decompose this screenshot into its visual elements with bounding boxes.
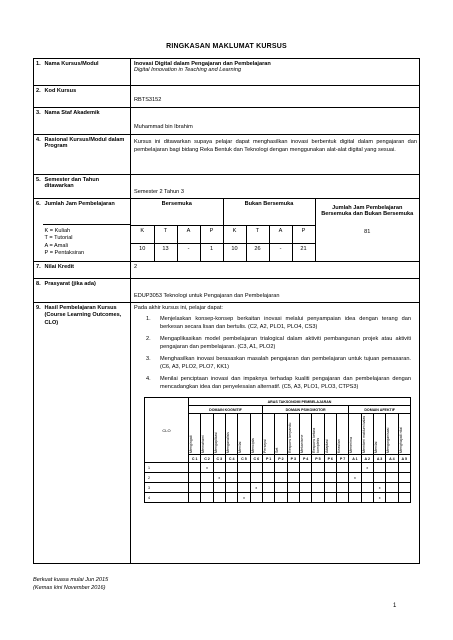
clo-item: [146, 356, 411, 371]
hours-value: 26: [246, 243, 269, 261]
taxonomy-mark: [336, 493, 348, 503]
taxonomy-mark: x: [361, 463, 373, 473]
row-label: Rasional Kursus/Modul dalam Program: [43, 135, 131, 175]
hours-value: 1: [200, 243, 223, 261]
taxonomy-level-name: Respons ketara kompleks: [312, 428, 321, 454]
page-title: RINGKASAN MAKLUMAT KURSUS: [166, 43, 287, 50]
taxonomy-level-code: C 4: [225, 455, 237, 463]
taxonomy-level-name: Memberi maklum balas: [361, 416, 366, 454]
clo-intro: Pada akhir kursus ini, pelajar dapat:: [134, 305, 223, 311]
hours-total-value: 81: [364, 229, 371, 235]
taxonomy-row: [145, 473, 411, 483]
row-semester: [34, 175, 420, 199]
row-label: Hasil Pembelajaran Kursus (Course Learning Outcomes, CLO): [43, 303, 131, 564]
taxonomy-level-code: A 1: [349, 455, 361, 463]
taxonomy-level-name: Set: [275, 447, 280, 454]
taxonomy-level-name: Menganalisis: [225, 432, 230, 454]
hours-value: 10: [223, 243, 246, 261]
taxonomy-mark: [213, 463, 225, 473]
taxonomy-mark: [312, 483, 324, 493]
taxonomy-clo-header: CLO: [145, 398, 189, 463]
clo-text: Menilai penciptaan inovasi dan impaknya terhadap kualiti pengajaran dan pembelajaran dengan mencadangkan idea dan penyelesaian alternatif. (C5, A3, PLO1, PLO3, CTPS3): [160, 376, 411, 390]
footer-effective: Berkuat kuasa mulai Jun 2015: [33, 577, 109, 583]
hours-type: T: [246, 225, 269, 243]
row-number: 4.: [34, 135, 43, 175]
taxonomy-clo-number: 4: [145, 493, 189, 503]
taxonomy-mark: [225, 493, 237, 503]
taxonomy-mark: [361, 473, 373, 483]
taxonomy-mark: [324, 463, 336, 473]
taxonomy-mark: x: [373, 483, 385, 493]
clo-item: [146, 376, 411, 391]
taxonomy-mark: [349, 463, 361, 473]
taxonomy-mark: [373, 473, 385, 483]
row-label: Nama Staf Akademik: [43, 108, 131, 135]
taxonomy-mark: [262, 463, 274, 473]
row-label: Nilai Kredit: [43, 262, 131, 279]
legend-key: P: [44, 249, 49, 256]
taxonomy-mark: x: [213, 473, 225, 483]
clo-number: 1.: [146, 316, 151, 322]
clo-list: [134, 316, 417, 391]
taxonomy-level-code: P 6: [324, 455, 336, 463]
taxonomy-level-code: C 1: [189, 455, 201, 463]
hours-type: A: [269, 225, 292, 243]
row-number: 2.: [34, 86, 43, 108]
taxonomy-mark: [275, 473, 287, 483]
taxonomy-mark: [250, 463, 262, 473]
taxonomy-level-code: A 4: [386, 455, 398, 463]
hours-value: 13: [154, 243, 177, 261]
clo-number: 3.: [146, 356, 151, 363]
taxonomy-level-name: Mengaplikasi: [213, 432, 218, 454]
taxonomy-mark: [189, 473, 201, 483]
taxonomy-mark: [201, 473, 213, 483]
taxonomy-mark: [312, 463, 324, 473]
taxonomy-mark: [189, 463, 201, 473]
taxonomy-row: [145, 483, 411, 493]
taxonomy-mark: [361, 483, 373, 493]
taxonomy-mark: [361, 493, 373, 503]
domain-psikomotor: DOMAIN PSIKOMOTOR: [262, 406, 348, 414]
clo-number: 2.: [146, 336, 151, 343]
taxonomy-level-name: Menilai: [373, 441, 378, 454]
taxonomy-mark: [324, 473, 336, 483]
taxonomy-level-code: P 3: [287, 455, 299, 463]
taxonomy-level-code: A 2: [361, 455, 373, 463]
legend-key: K: [44, 228, 49, 234]
taxonomy-level-name: Keaslian: [336, 439, 341, 454]
legend-value: = Tutorial: [49, 235, 73, 242]
semester-value: Semester 2 Tahun 3: [131, 175, 420, 199]
taxonomy-mark: [287, 463, 299, 473]
taxonomy-mark: [386, 483, 398, 493]
domain-afektif: DOMAIN AFEKTIF: [349, 406, 411, 414]
hours-type: K: [131, 225, 154, 243]
hours-value: -: [177, 243, 200, 261]
taxonomy-level-code: C 2: [201, 455, 213, 463]
row-label: Prasyarat (jika ada): [43, 279, 131, 303]
taxonomy-level-name: Mengingati: [189, 435, 193, 454]
taxonomy-mark: [349, 493, 361, 503]
taxonomy-heading: ARAS TAKSONOMI PEMBELAJARAN: [189, 398, 411, 406]
taxonomy-mark: [287, 493, 299, 503]
taxonomy-mark: [189, 493, 201, 503]
taxonomy-mark: [336, 483, 348, 493]
legend-value: = Pentaksiran: [49, 249, 85, 256]
clo-text: Menghasilkan inovasi berasaskan masalah pengajaran dan pembelajaran untuk tujuan pemasaran. (C6, A3, PLO2, PLO7, KK1): [160, 356, 411, 370]
taxonomy-mark: [225, 463, 237, 473]
hours-value: 21: [292, 243, 315, 261]
taxonomy-clo-number: 3: [145, 483, 189, 493]
taxonomy-level-code: A 5: [398, 455, 410, 463]
taxonomy-mark: [336, 473, 348, 483]
taxonomy-mark: [238, 483, 250, 493]
clo-text: Mengaplikasikan model pembelajaran trialogical dalam aktiviti pembangunan projek atau aktiviti pengajaran dan pembelajaran. (C3, A1, PLO2): [160, 336, 411, 350]
row-prerequisite: [34, 279, 420, 303]
taxonomy-clo-number: 2: [145, 473, 189, 483]
prerequisite-value: EDUP3053 Teknologi untuk Pengajaran dan Pembelajaran: [131, 279, 420, 303]
taxonomy-level-code: P 4: [299, 455, 311, 463]
taxonomy-mark: [238, 473, 250, 483]
taxonomy-mark: [213, 493, 225, 503]
taxonomy-mark: [225, 473, 237, 483]
taxonomy-level-name: Mekanisme: [299, 435, 304, 454]
course-name-value: Inovasi Digital dalam Pengajaran dan Pembelajaran: [134, 61, 271, 67]
row-credit: [34, 262, 420, 279]
taxonomy-mark: [275, 493, 287, 503]
row-number: 1.: [34, 59, 43, 86]
academic-staff-value: Muhammad bin Ibrahim: [131, 108, 420, 135]
row-learning-hours: [34, 199, 420, 262]
row-rationale: [34, 135, 420, 175]
hours-legend: [43, 225, 131, 260]
taxonomy-level-name: Respons berpandu: [287, 423, 292, 454]
row-label: Kod Kursus: [43, 86, 131, 108]
course-code-value: RBTS3152: [131, 86, 420, 108]
taxonomy-mark: [287, 483, 299, 493]
row-number: 8.: [34, 279, 43, 303]
hours-type: P: [200, 225, 223, 243]
taxonomy-mark: [336, 463, 348, 473]
row-course-name: [34, 59, 420, 86]
hours-type: A: [177, 225, 200, 243]
hours-type: K: [223, 225, 246, 243]
taxonomy-mark: [238, 463, 250, 473]
taxonomy-mark: [299, 483, 311, 493]
taxonomy-mark: [201, 483, 213, 493]
row-label: Jumlah Jam Pembelajaran: [43, 199, 131, 225]
row-number: 3.: [34, 108, 43, 135]
taxonomy-mark: [299, 463, 311, 473]
page-number: 1: [393, 603, 397, 609]
taxonomy-level-code: P 1: [262, 455, 274, 463]
clo-item: [146, 336, 411, 351]
taxonomy-mark: x: [238, 493, 250, 503]
row-number: 7.: [34, 262, 43, 279]
hours-value: -: [269, 243, 292, 261]
credit-value: 2: [131, 262, 420, 279]
row-label: Semester dan Tahun ditawarkan: [43, 175, 131, 199]
taxonomy-level-name: Menerima: [349, 437, 354, 454]
taxonomy-mark: [225, 483, 237, 493]
clo-number: 4.: [146, 376, 151, 383]
taxonomy-mark: [349, 483, 361, 493]
taxonomy-clo-number: 1: [145, 463, 189, 473]
taxonomy-mark: [386, 463, 398, 473]
taxonomy-level-code: C 3: [213, 455, 225, 463]
taxonomy-level-code: P 7: [336, 455, 348, 463]
taxonomy-level-name: Menghayati nilai: [398, 427, 403, 454]
footer-note: [33, 577, 108, 592]
row-label: Nama Kursus/Modul: [43, 59, 131, 86]
taxonomy-mark: [373, 463, 385, 473]
hours-value: 10: [131, 243, 154, 261]
taxonomy-mark: [250, 473, 262, 483]
taxonomy-row: [145, 463, 411, 473]
course-summary-table: [33, 58, 420, 564]
course-name-english: Digital Innovation in Teaching and Learning: [134, 67, 242, 73]
hours-table: [131, 199, 419, 261]
hours-head-total: Jumlah Jam Pembelajaran Bersemuka dan Bukan Bersemuka: [321, 205, 414, 217]
legend-value: = Kuliah: [49, 228, 71, 234]
taxonomy-mark: [312, 473, 324, 483]
clo-text: Menjelaskan konsep-konsep berkaitan inovasi melalui penyampaian idea dengan terang dan berkesan secara lisan dan bertulis. (C2, A2, PLO1, PLO4, CS3): [160, 316, 411, 330]
taxonomy-mark: [386, 473, 398, 483]
taxonomy-mark: x: [373, 493, 385, 503]
taxonomy-mark: x: [349, 473, 361, 483]
taxonomy-mark: [250, 493, 262, 503]
taxonomy-mark: [398, 473, 410, 483]
hours-type: T: [154, 225, 177, 243]
footer-updated: (Kemas kini November 2016): [33, 584, 106, 591]
taxonomy-level-name: Mencipta: [250, 438, 255, 454]
taxonomy-level-code: A 3: [373, 455, 385, 463]
taxonomy-level-name: Persepsi: [262, 439, 267, 454]
taxonomy-mark: [201, 493, 213, 503]
legend-value: = Amali: [49, 242, 68, 249]
row-number: 6.: [34, 199, 43, 262]
taxonomy-level-name: Mengorganisasi: [386, 428, 391, 454]
row-number: 9.: [34, 303, 43, 564]
taxonomy-mark: [262, 493, 274, 503]
taxonomy-mark: x: [250, 483, 262, 493]
rationale-value: Kursus ini ditawarkan supaya pelajar dapat menghasilkan inovasi berbentuk digital dalam pengajaran dan pembelajaran bagi bidang Reka Bentuk dan Teknologi dengan menggunakan alat-alat digital yang sesuai.: [131, 135, 420, 175]
taxonomy-mark: [213, 483, 225, 493]
taxonomy-level-name: Adaptasi: [324, 439, 329, 454]
taxonomy-mark: x: [201, 463, 213, 473]
hours-head-bukan: Bukan Bersemuka: [223, 199, 315, 225]
row-course-code: [34, 86, 420, 108]
taxonomy-row: [145, 493, 411, 503]
taxonomy-body: [145, 463, 411, 503]
taxonomy-mark: [262, 483, 274, 493]
row-number: 5.: [34, 175, 43, 199]
taxonomy-level-code: C 6: [250, 455, 262, 463]
taxonomy-level-code: P 2: [275, 455, 287, 463]
taxonomy-mark: [287, 473, 299, 483]
taxonomy-level-code: C 5: [238, 455, 250, 463]
taxonomy-mark: [262, 473, 274, 483]
taxonomy-table: [144, 397, 411, 503]
row-academic-staff: [34, 108, 420, 135]
taxonomy-mark: [398, 483, 410, 493]
taxonomy-mark: [324, 493, 336, 503]
taxonomy-mark: [189, 483, 201, 493]
taxonomy-mark: [299, 473, 311, 483]
taxonomy-mark: [275, 463, 287, 473]
hours-type: P: [292, 225, 315, 243]
taxonomy-mark: [398, 493, 410, 503]
row-clo: [34, 303, 420, 564]
taxonomy-mark: [386, 493, 398, 503]
domain-kognitif: DOMAIN KOGNITIF: [189, 406, 263, 414]
taxonomy-level-name: Memahami: [201, 435, 206, 454]
taxonomy-mark: [398, 463, 410, 473]
taxonomy-level-code: P 5: [312, 455, 324, 463]
taxonomy-level-name: Menilai: [238, 441, 243, 454]
taxonomy-mark: [312, 493, 324, 503]
taxonomy-mark: [324, 483, 336, 493]
taxonomy-mark: [299, 493, 311, 503]
hours-head-bersemuka: Bersemuka: [131, 199, 223, 225]
legend-key: T: [44, 235, 48, 242]
taxonomy-mark: [275, 483, 287, 493]
clo-item: [146, 316, 411, 331]
legend-key: A: [44, 242, 48, 249]
